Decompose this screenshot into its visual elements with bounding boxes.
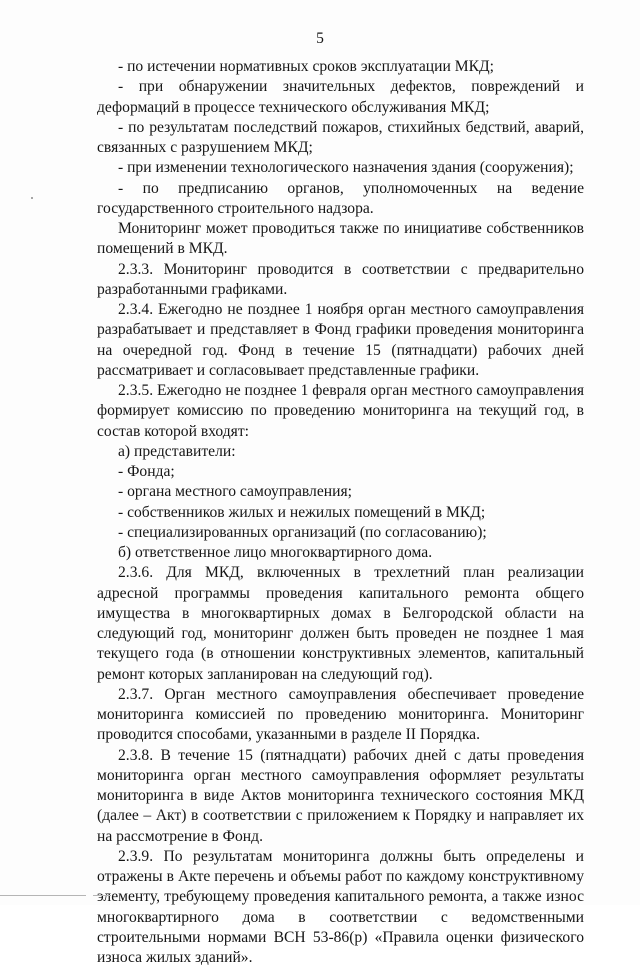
- clause-2-3-9: 2.3.9. По результатам мониторинга должны быть определены и отражены в Акте перечень и объемы работ по каждому конструктивному элементу, требующему проведения капитального ремонта, а также износ многоквартирного дома в соответствии с ведомственными строительными нормами ВСН 53-86(р) «Правила оценки физического износа жилых зданий».: [97, 847, 584, 966]
- paragraph: Мониторинг может проводиться также по инициативе собственников помещений в МКД.: [97, 220, 584, 258]
- clause-2-3-7: 2.3.7. Орган местного самоуправления обеспечивает проведение мониторинга комиссией по проведению мониторинга. Мониторинг проводится способами, указанными в разделе II Порядка.: [97, 685, 584, 744]
- clause-2-3-6: 2.3.6. Для МКД, включенных в трехлетний план реализации адресной программы проведения капитального ремонта общего имущества в многоквартирных домах в Белгородской области на следующий год, мониторинг должен быть проведен не позднее 1 мая текущего года (в отношении конструктивных элементов, капитальный ремонт которых запланирован на следующий год).: [97, 564, 584, 683]
- paragraph-list-item: - по предписанию органов, уполномоченных на ведение государственного строительного надзора.: [97, 179, 584, 217]
- paragraph-list-item: - специализированных организаций (по согласованию);: [118, 523, 487, 541]
- footer-rule: [0, 895, 86, 896]
- paragraph-list-item: - по истечении нормативных сроков эксплуатации МКД;: [118, 58, 494, 75]
- scan-speck: [31, 197, 33, 199]
- paragraph-list-item: б) ответственное лицо многоквартирного дома.: [118, 544, 433, 561]
- paragraph-list-item: - при обнаружении значительных дефектов, повреждений и деформаций в процессе технического обслуживания МКД;: [97, 78, 584, 116]
- clause-2-3-8: 2.3.8. В течение 15 (пятнадцати) рабочих дней с даты проведения мониторинга орган местного самоуправления оформляет результаты мониторинга в виде Актов мониторинга технического состояния МКД (далее – Акт) в соответствии с приложением к Порядку и направляет их на рассмотрение в Фонд.: [97, 746, 584, 845]
- footer-dash: [93, 895, 111, 896]
- paragraph-list-item: а) представители:: [118, 442, 236, 460]
- paragraph-list-item: - по результатам последствий пожаров, стихийных бедствий, аварий, связанных с разрушением МКД;: [97, 118, 584, 156]
- paragraph-list-item: - Фонда;: [118, 463, 175, 480]
- document-body: [97, 57, 584, 968]
- paragraph-list-item: - при изменении технологического назначения здания (сооружения);: [118, 159, 574, 177]
- clause-2-3-4: 2.3.4. Ежегодно не позднее 1 ноября орган местного самоуправления разрабатывает и представляет в Фонд графики проведения мониторинга на очередной год. Фонд в течение 15 (пятнадцати) рабочих дней рассматривает и согласовывает представленные графики.: [97, 301, 584, 379]
- paragraph-list-item: - собственников жилых и нежилых помещений в МКД;: [118, 503, 486, 521]
- clause-2-3-3: 2.3.3. Мониторинг проводится в соответствии с предварительно разработанными графиками.: [97, 260, 584, 298]
- clause-2-3-5: 2.3.5. Ежегодно не позднее 1 февраля орган местного самоуправления формирует комиссию по проведению мониторинга на текущий год, в состав которой входят:: [97, 382, 584, 440]
- paragraph-list-item: - органа местного самоуправления;: [118, 483, 352, 501]
- page-number: 5: [316, 30, 324, 47]
